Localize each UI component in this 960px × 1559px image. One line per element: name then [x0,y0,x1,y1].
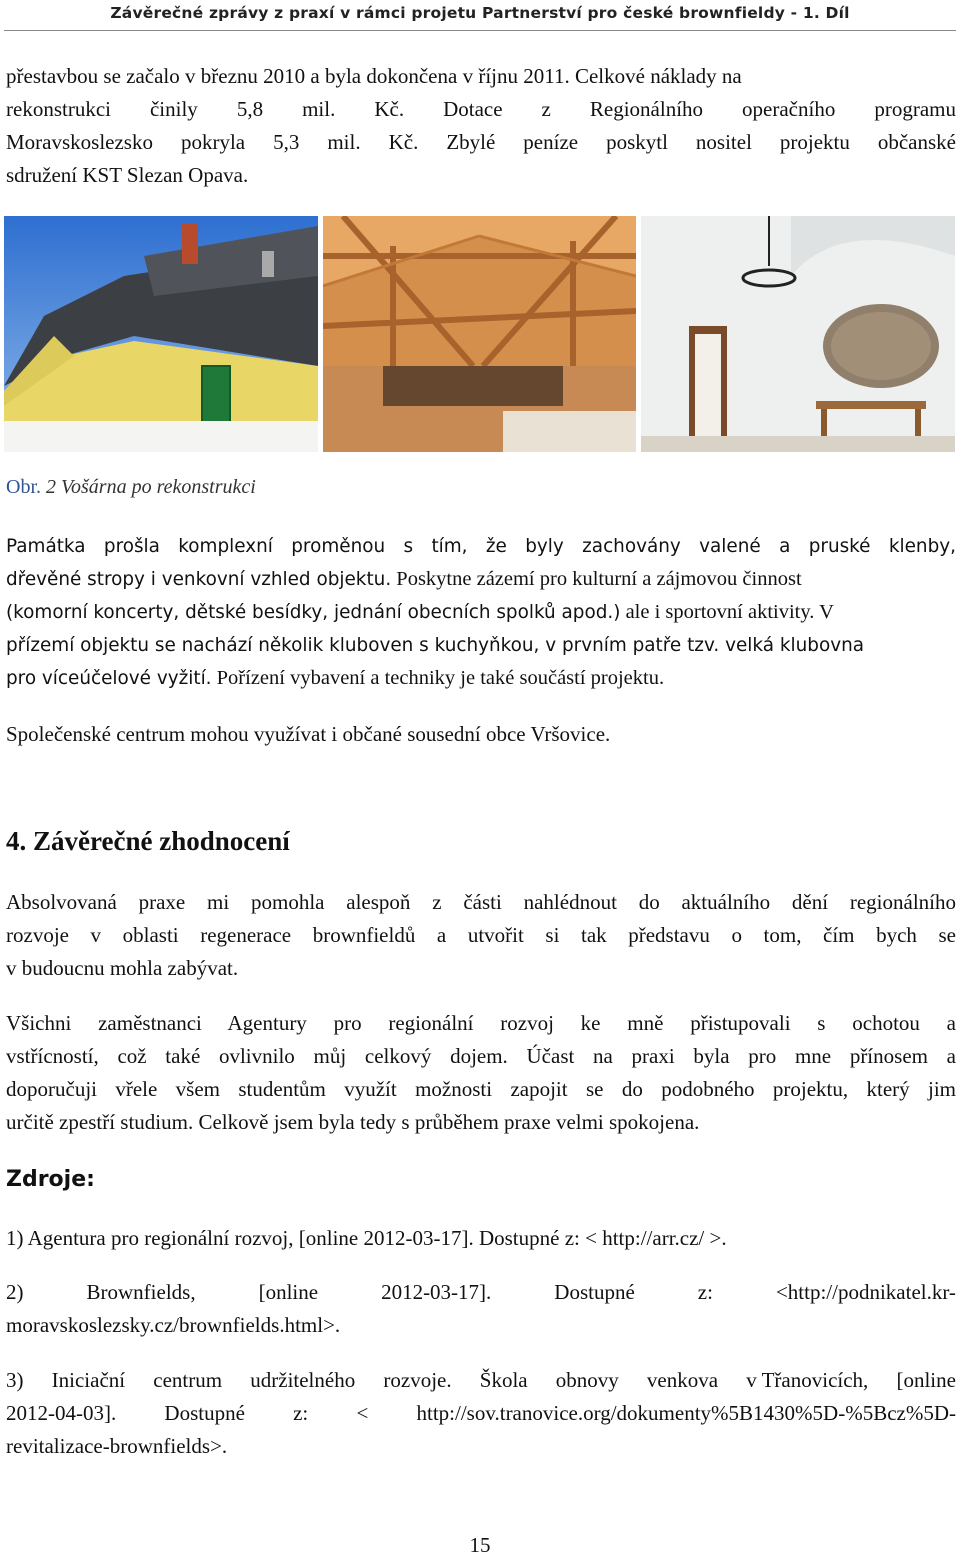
ref-word: Dostupné [554,1280,635,1304]
intro-paragraph [6,60,956,192]
ref-word: [online [896,1368,956,1392]
ref-word: <http://podnikatel.kr- [775,1280,956,1304]
ref-word: 3) [6,1368,24,1392]
reference-2 [6,1276,956,1342]
para-line [6,563,956,596]
page-number: 15 [469,1533,491,1557]
intro-line: přestavbou se začalo v březnu 2010 a byla dokončena v říjnu 2011. Celkové náklady na [6,64,742,88]
conclusion-line: určitě zpestří studium. Celkově jsem byla tedy s průběhem praxe velmi spokojena. [6,1110,700,1134]
para-seg: Pořízení vybavení a techniky je také součástí projektu. [211,667,665,689]
sources-heading: Zdroje: [6,1167,95,1192]
conclusion-line: rozvoje v oblasti regenerace brownfieldů a utvořit si tak představu o tom, čím bych se [6,923,956,947]
ref-word: centrum [153,1368,223,1392]
para-seg: Poskytne zázemí pro kulturní a zájmovou činnost [391,568,802,590]
para-seg: (komorní koncerty, dětské besídky, jednání obecních spolků apod.) [6,602,621,623]
ref2-line-2: moravskoslezsky.cz/brownfields.html>. [6,1313,341,1337]
ref3-line-3: revitalizace-brownfields>. [6,1434,228,1458]
para-seg: pro víceúčelové vyžití. [6,668,212,689]
conclusion-paragraph-1 [6,886,956,985]
conclusion-line: vstřícností, což také ovlivnilo můj celkový dojem. Účast na praxi byla pro mne přínosem a [6,1044,956,1068]
conclusion-paragraph-2 [6,1007,956,1139]
ref3-line-2: 2012-04-03]. Dostupné z: < http://sov.tranovice.org/dokumenty%5B1430%5D-%5Bcz%5D- [6,1401,956,1425]
conclusion-line: v budoucnu mohla zabývat. [6,956,239,980]
ref-word: Škola [479,1368,528,1392]
ref3-line-1 [6,1364,956,1397]
closing-sentence: Společenské centrum mohou využívat i občané sousední obce Vršovice. [6,722,611,746]
ref-word: venkova [646,1368,719,1392]
running-header: Závěrečné zprávy z praxí v rámci projetu Partnerství pro české brownfieldy - 1. Díl [110,4,850,22]
caption-text: 2 Vošárna po rekonstrukci [41,476,256,498]
intro-line: rekonstrukci činily 5,8 mil. Kč. Dotace z Regionálního operačního programu [6,97,956,121]
header-divider [4,30,956,31]
intro-line: sdružení KST Slezan Opava. [6,163,249,187]
ref-word: z: [697,1280,713,1304]
para-seg: ale i sportovní aktivity. V [620,601,834,623]
para-seg: dřevěné stropy i venkovní vzhled objektu. [6,569,392,590]
para-line [6,596,956,629]
vaulted-room-photo [641,216,955,452]
ref-word: 2) [6,1280,24,1304]
conclusion-line: doporučuji vřele všem studentům využít možnosti zapojit se do podobného projektu, který jim [6,1077,956,1101]
ref-word: v Třanovicích, [746,1368,869,1392]
ref-word: Brownfields, [86,1280,196,1304]
wooden-attic-hall-photo [323,216,636,452]
ref-word: 2012-03-17]. [381,1280,492,1304]
description-paragraph [6,530,956,695]
reference-1: 1) Agentura pro regionální rozvoj, [online 2012-03-17]. Dostupné z: < http://arr.cz/ >. [6,1226,727,1250]
para-line [6,662,956,695]
conclusion-line: Absolvovaná praxe mi pomohla alespoň z části nahlédnout do aktuálního dění regionálního [6,890,956,914]
figure-caption [6,476,256,499]
conclusion-line: Všichni zaměstnanci Agentury pro regionální rozvoj ke mně přistupovali s ochotou a [6,1011,956,1035]
ref-word: Iniciační [51,1368,126,1392]
building-exterior-photo [4,216,318,452]
caption-prefix: Obr. [6,476,41,498]
para-line: Památka prošla komplexní proměnou s tím, že byly zachovány valené a pruské klenby, [6,536,956,557]
ref-word: rozvoje. [383,1368,452,1392]
ref2-line-1 [6,1276,956,1309]
ref-word: udržitelného [250,1368,356,1392]
intro-line: Moravskoslezsko pokryla 5,3 mil. Kč. Zbylé peníze poskytl nositel projektu občanské [6,130,956,154]
section-heading: 4. Závěrečné zhodnocení [6,826,290,856]
ref-word: obnovy [555,1368,619,1392]
ref-word: [online [258,1280,319,1304]
reference-3 [6,1364,956,1463]
para-line: přízemí objektu se nachází několik kluboven s kuchyňkou, v prvním patře tzv. velká klubovna [6,635,864,656]
